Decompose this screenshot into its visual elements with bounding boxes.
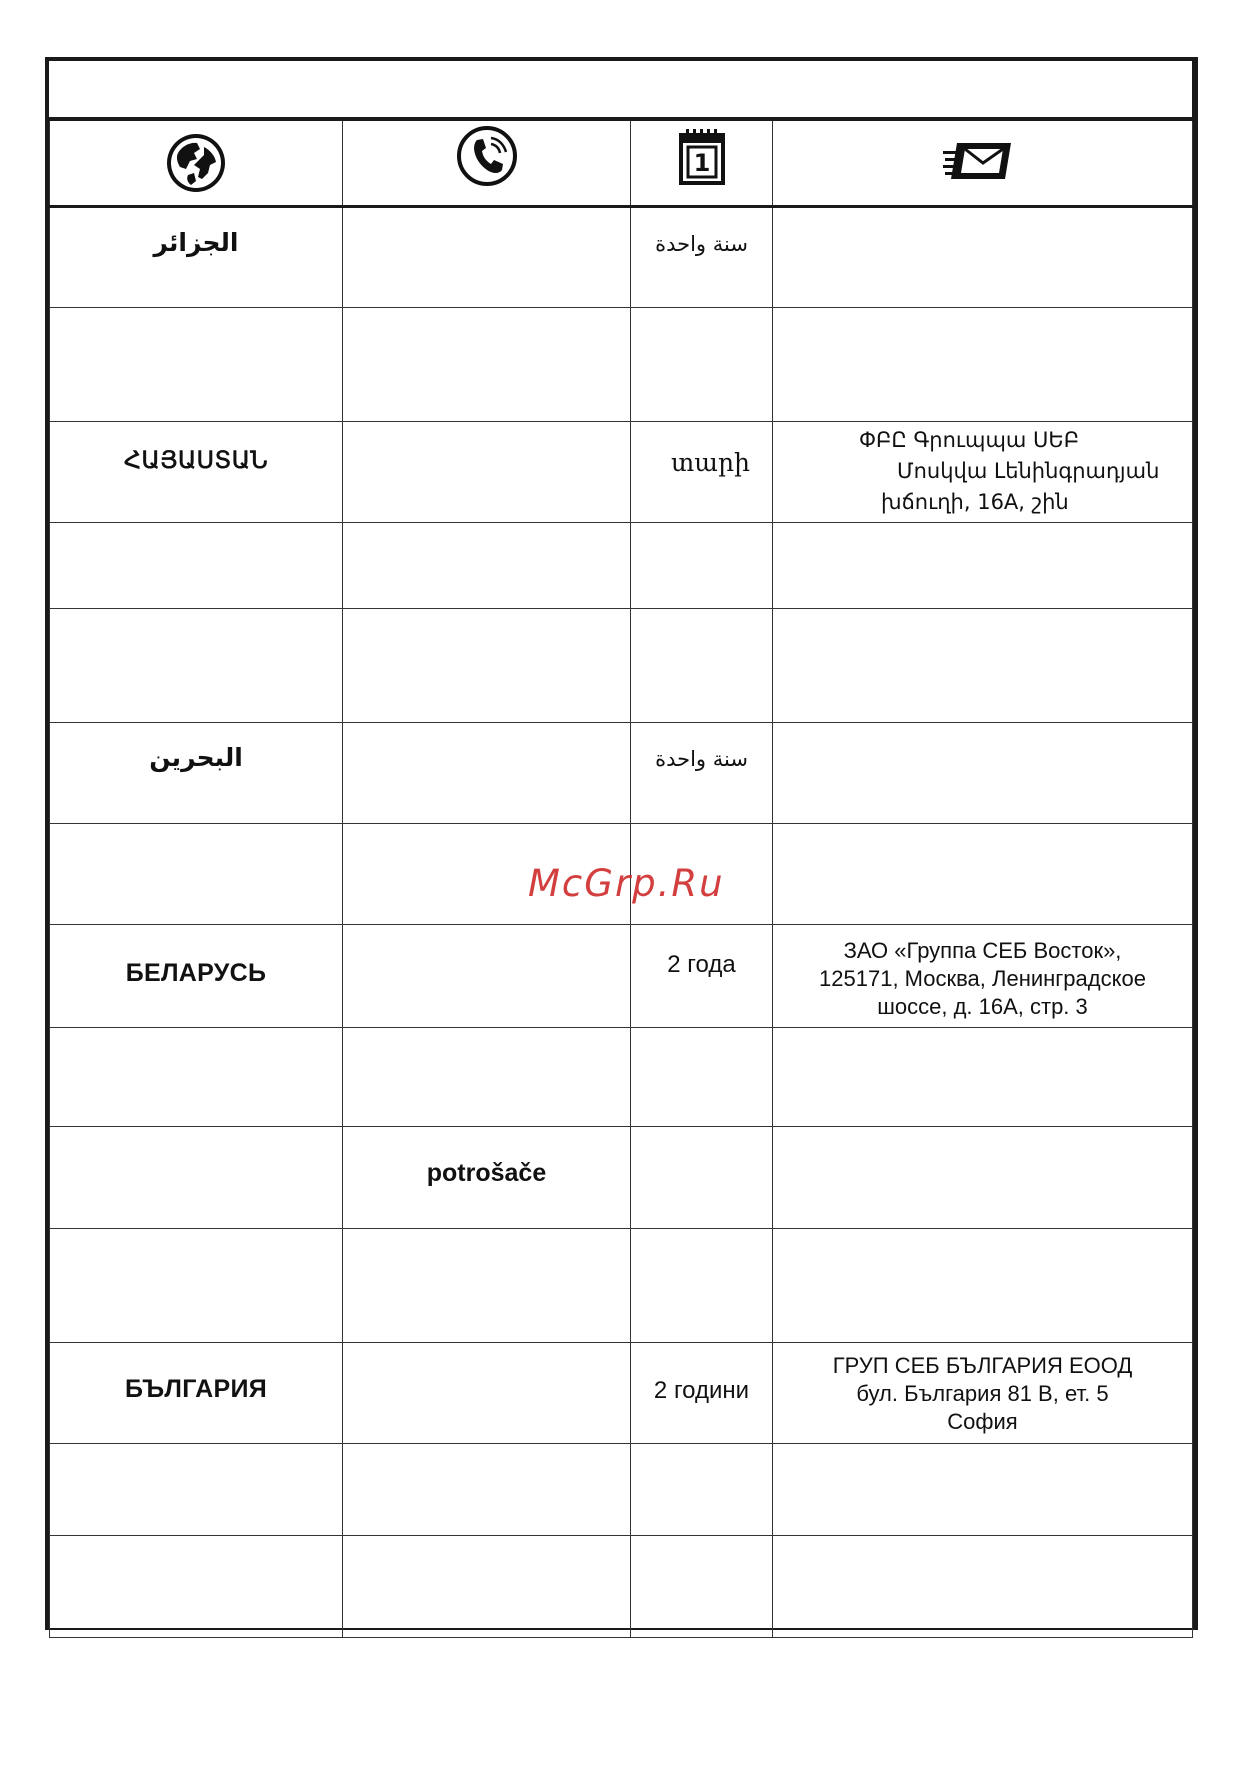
address-line: խճուղի, 16A, շին	[881, 489, 1069, 514]
table-row	[50, 1535, 1193, 1637]
table-row	[50, 1443, 1193, 1535]
phone-icon	[455, 124, 519, 188]
country-header-cell	[50, 119, 343, 206]
consumer-text: potrošače	[426, 1158, 547, 1187]
country-armenia: ՀԱՅԱՍՏԱՆ	[123, 445, 269, 474]
address-line: ЗАО «Группа СЕБ Восток»,	[843, 937, 1122, 963]
title-row	[50, 61, 1193, 119]
duration-belarus: 2 года	[667, 950, 736, 978]
country-bahrain: البحرين	[149, 742, 243, 772]
address-line: ГРУП СЕБ БЪЛГАРИЯ ЕООД	[832, 1352, 1133, 1378]
table-row	[50, 206, 1193, 307]
icon-header-row	[50, 119, 1193, 206]
table-row	[50, 307, 1193, 421]
warranty-table	[49, 61, 1193, 1638]
table-row	[50, 1027, 1193, 1126]
address-line: шоссе, д. 16А, стр. 3	[877, 993, 1088, 1019]
duration-algeria: سنة واحدة	[655, 231, 748, 256]
table-row	[50, 722, 1193, 823]
table-row	[50, 1228, 1193, 1342]
address-header-cell	[773, 119, 1193, 206]
address-line: 125171, Москва, Ленинградское	[819, 965, 1146, 991]
watermark: McGrp.Ru	[528, 862, 725, 905]
address-line: ՓԲԸ Գրուպպա ՍԵԲ	[859, 427, 1080, 452]
address-icon	[943, 135, 1013, 185]
table-row	[50, 1126, 1193, 1228]
address-belarus	[773, 937, 1192, 1021]
calendar-number: 1	[693, 149, 710, 178]
table-row	[50, 522, 1193, 608]
address-bulgaria	[773, 1352, 1192, 1436]
title-cell	[50, 61, 1193, 119]
globe-icon	[164, 131, 228, 195]
country-bulgaria: БЪЛГАРИЯ	[125, 1374, 267, 1403]
country-algeria: الجزائر	[153, 227, 239, 257]
table-row	[50, 421, 1193, 522]
calendar-icon	[677, 127, 727, 187]
table-row	[50, 608, 1193, 722]
duration-armenia: տարի	[671, 447, 750, 477]
phone-header-cell	[343, 119, 631, 206]
address-line: София	[947, 1408, 1018, 1434]
address-line: Մոսկվա Լենինգրադյան	[897, 458, 1160, 483]
calendar-header-cell	[631, 119, 773, 206]
table-row	[50, 924, 1193, 1027]
duration-bahrain: سنة واحدة	[655, 746, 748, 771]
address-armenia	[773, 425, 1192, 518]
table-row	[50, 1342, 1193, 1443]
duration-bulgaria: 2 години	[653, 1376, 750, 1404]
address-line: бул. България 81 В, ет. 5	[856, 1380, 1109, 1406]
country-belarus: БЕЛАРУСЬ	[125, 958, 267, 987]
